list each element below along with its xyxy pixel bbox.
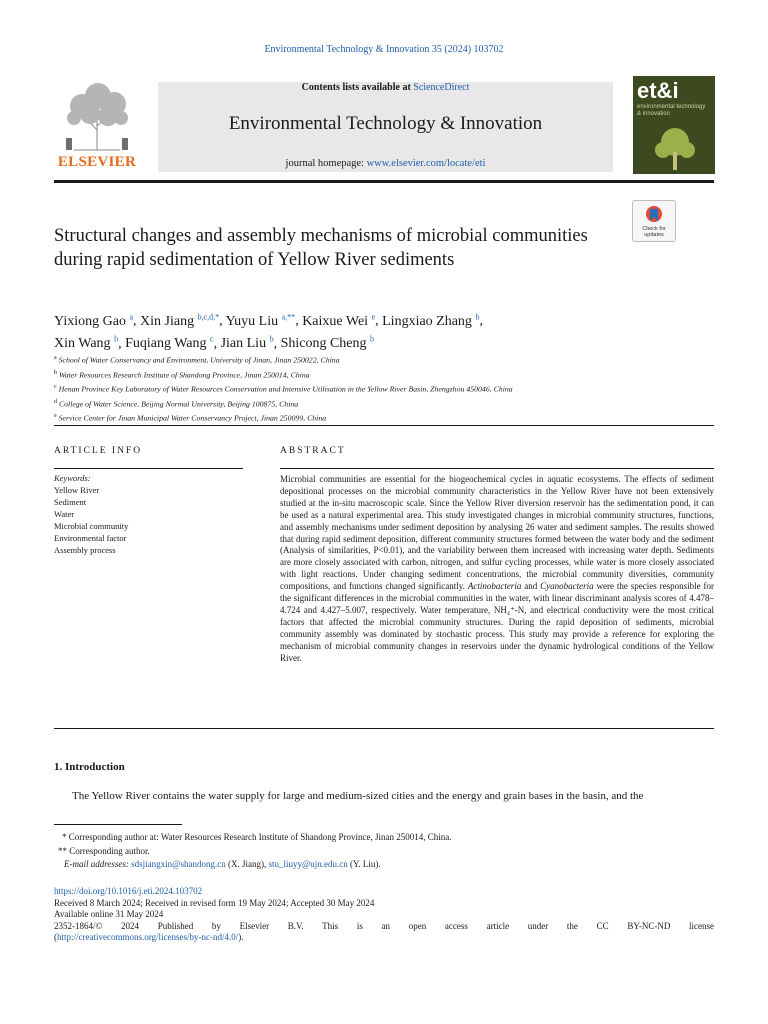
contents-line	[158, 82, 613, 93]
author[interactable]: Shicong Cheng $^b$	[280, 334, 375, 352]
received-dates: Received 8 March 2024; Received in revised form 19 May 2024; Accepted 30 May 2024	[54, 897, 375, 908]
author[interactable]: Xin Wang $^b$	[54, 334, 119, 352]
check-updates-label: Check for updates	[642, 226, 666, 238]
footnote-corresponding-2: ** Corresponding author.	[58, 845, 150, 856]
affiliations	[54, 352, 714, 425]
publisher-wordmark[interactable]: ELSEVIER	[57, 154, 137, 170]
homepage-line	[158, 158, 613, 169]
keyword: Yellow River	[54, 485, 100, 495]
author[interactable]: Yixiong Gao $^a$	[54, 312, 134, 329]
article-title: Structural changes and assembly mechanisms of microbial communities during rapid sedimentation of Yellow River sediments	[54, 226, 588, 270]
author[interactable]: Yuyu Liu $^{a,**}$	[225, 312, 296, 329]
affiliation: $^d$ College of Water Science, Beijing Normal University, Beijing 100875, China	[54, 398, 299, 409]
keyword: Microbial community	[54, 521, 129, 531]
keyword: Sediment	[54, 497, 87, 507]
keyword: Assembly process	[54, 545, 116, 555]
author[interactable]: Fuqiang Wang $^c$	[125, 334, 214, 352]
affiliation: $^c$ Henan Province Key Laboratory of Water Resources Conservation and Intensive Utilisation in the Yellow River Basin, Zhengzhou 450046, China	[54, 384, 513, 394]
author[interactable]: Xin Jiang $^{b,c,d,*}$	[140, 312, 220, 329]
footnote-rule	[54, 824, 182, 825]
article-info-heading: ARTICLE INFO	[54, 446, 143, 456]
license-link[interactable]: http://creativecommons.org/licenses/by-nc-nd/4.0/	[57, 932, 239, 943]
homepage-link[interactable]: www.elsevier.com/locate/eti	[366, 158, 486, 169]
sciencedirect-link[interactable]: ScienceDirect	[413, 82, 470, 93]
affiliation: $^e$ Service Center for Jinan Municipal Water Conservancy Project, Jinan 250099, China	[54, 413, 327, 423]
section-rule-bottom	[54, 728, 714, 729]
online-date: Available online 31 May 2024	[54, 909, 164, 920]
section-rule-top	[54, 425, 714, 426]
footnotes	[54, 831, 714, 872]
doi-link[interactable]: https://doi.org/10.1016/j.eti.2024.103702	[54, 886, 203, 896]
abstract-rule	[280, 468, 714, 469]
header-rule	[54, 180, 714, 183]
email-link[interactable]: stu_liuyy@ujn.edu.cn	[268, 859, 348, 869]
abstract-heading: ABSTRACT	[280, 446, 346, 456]
keywords-rule	[54, 468, 243, 469]
author[interactable]: Jian Liu $^b$	[220, 334, 274, 352]
footnote-emails: E-mail addresses: sdsjiangxin@shandong.cn (X. Jiang), stu_liuyy@ujn.edu.cn (Y. Liu).	[64, 859, 381, 869]
journal-name: Environmental Technology & Innovation	[228, 113, 543, 134]
author-list: Yixiong Gao $^a$, Xin Jiang $^{b,c,d,*}$, Yuyu Liu $^{a,**}$, Kaixue Wei $^e$, Lingxiao Zhang $^b$, Xin Wang $^b$, Fuqiang Wang $^c$, Jian Liu $^b$, Shicong Cheng $^b$	[54, 312, 483, 352]
contents-prefix: Contents lists available at	[301, 82, 411, 93]
bookmark-icon	[645, 205, 663, 225]
author[interactable]: Kaixue Wei $^e$	[302, 312, 376, 329]
cover-brand: et&i	[637, 78, 679, 103]
license-text: 2352-1864/© 2024 Published by Elsevier B.V. This is an open access article under the CC BY-NC-ND license	[54, 920, 714, 931]
abstract-text: Microbial communities are essential for the biogeochemical cycles in aquatic ecosystems. The effects of sediment depositional processes on the microbial community characteristics in the Yellow River have not been extensively studied at the in-situ macroscopic scale. Since the Yellow River diversion reservoir has the sedimentation pond, it can be used as a natural experimental area. This study investigated changes in microbial community structures, functions, and assembly mechanisms under sediment deposition by analysing 26 water and sediment samples. The results showed that during rapid sediment deposition, different community structures formed between the water body and the sediment (Analysis of similarities, P<0.01), and the variability between them increased with increasing water depth. Sediments are more closely associated with carbon, nitrogen, and sulfur cycling processes, while water is more closely associated with light reactions. Under changing sediment concentrations, the microbial community diversities, community compositions, and functions changed significantly. Actinobacteria and Cyanobacteria were the species responsible for the significant differences in the microbial communities in the water, with linear discriminant analysis scores of 4.478–4.724 and 4.427–5.007, respectively. Water temperature, NH₄⁺-N, and electrical conductivity were the most critical factors that affected the microbial community structures. During the rapid deposition of sediments, microbial community assembly was dominated by stochastic process. This study may provide a reference for exploring the mechanism of microbial community changes in reservoirs under the dynamic hydrological conditions of the Yellow River.	[280, 474, 715, 663]
cover-subtitle: environmental technology & innovation	[637, 104, 706, 117]
introduction-text: The Yellow River contains the water supply for large and medium-sized cities and the energy and grain bases in the basin, and the	[72, 790, 644, 802]
keywords-label: Keywords:	[54, 473, 91, 483]
author[interactable]: Lingxiao Zhang $^b$	[382, 312, 480, 329]
keywords-block	[54, 472, 244, 556]
journal-cover[interactable]	[633, 76, 715, 174]
keyword: Environmental factor	[54, 533, 127, 543]
email-link[interactable]: sdsjiangxin@shandong.cn	[131, 859, 226, 869]
bibliographic-info: https://doi.org/10.1016/j.eti.2024.103702 Received 8 March 2024; Received in revised form 19 May 2024; Accepted 30 May 2024 Available online 31 May 2024 2352-1864/© 2024 Published by Elsevier B.V. This is an open access article under the CC BY-NC-ND license (http://creativecommons.org/licenses/by-nc-nd/4.0/).	[54, 886, 714, 943]
journal-reference[interactable]: Environmental Technology & Innovation 35 (2024) 103702	[264, 44, 504, 55]
affiliation: $^b$ Water Resources Research Institute of Shandong Province, Jinan 250014, China	[54, 369, 310, 380]
homepage-prefix: journal homepage:	[285, 158, 364, 169]
affiliation: $^a$ School of Water Conservancy and Environment, University of Jinan, Jinan 250022, China	[54, 355, 340, 365]
section-heading-introduction: 1. Introduction	[54, 761, 125, 773]
keyword: Water	[54, 509, 75, 519]
footnote-corresponding-1: * Corresponding author at: Water Resources Research Institute of Shandong Province, Jinan 250014, China.	[62, 832, 452, 842]
check-for-updates-button[interactable]	[632, 200, 676, 242]
cover-tree-graphic	[651, 124, 699, 172]
